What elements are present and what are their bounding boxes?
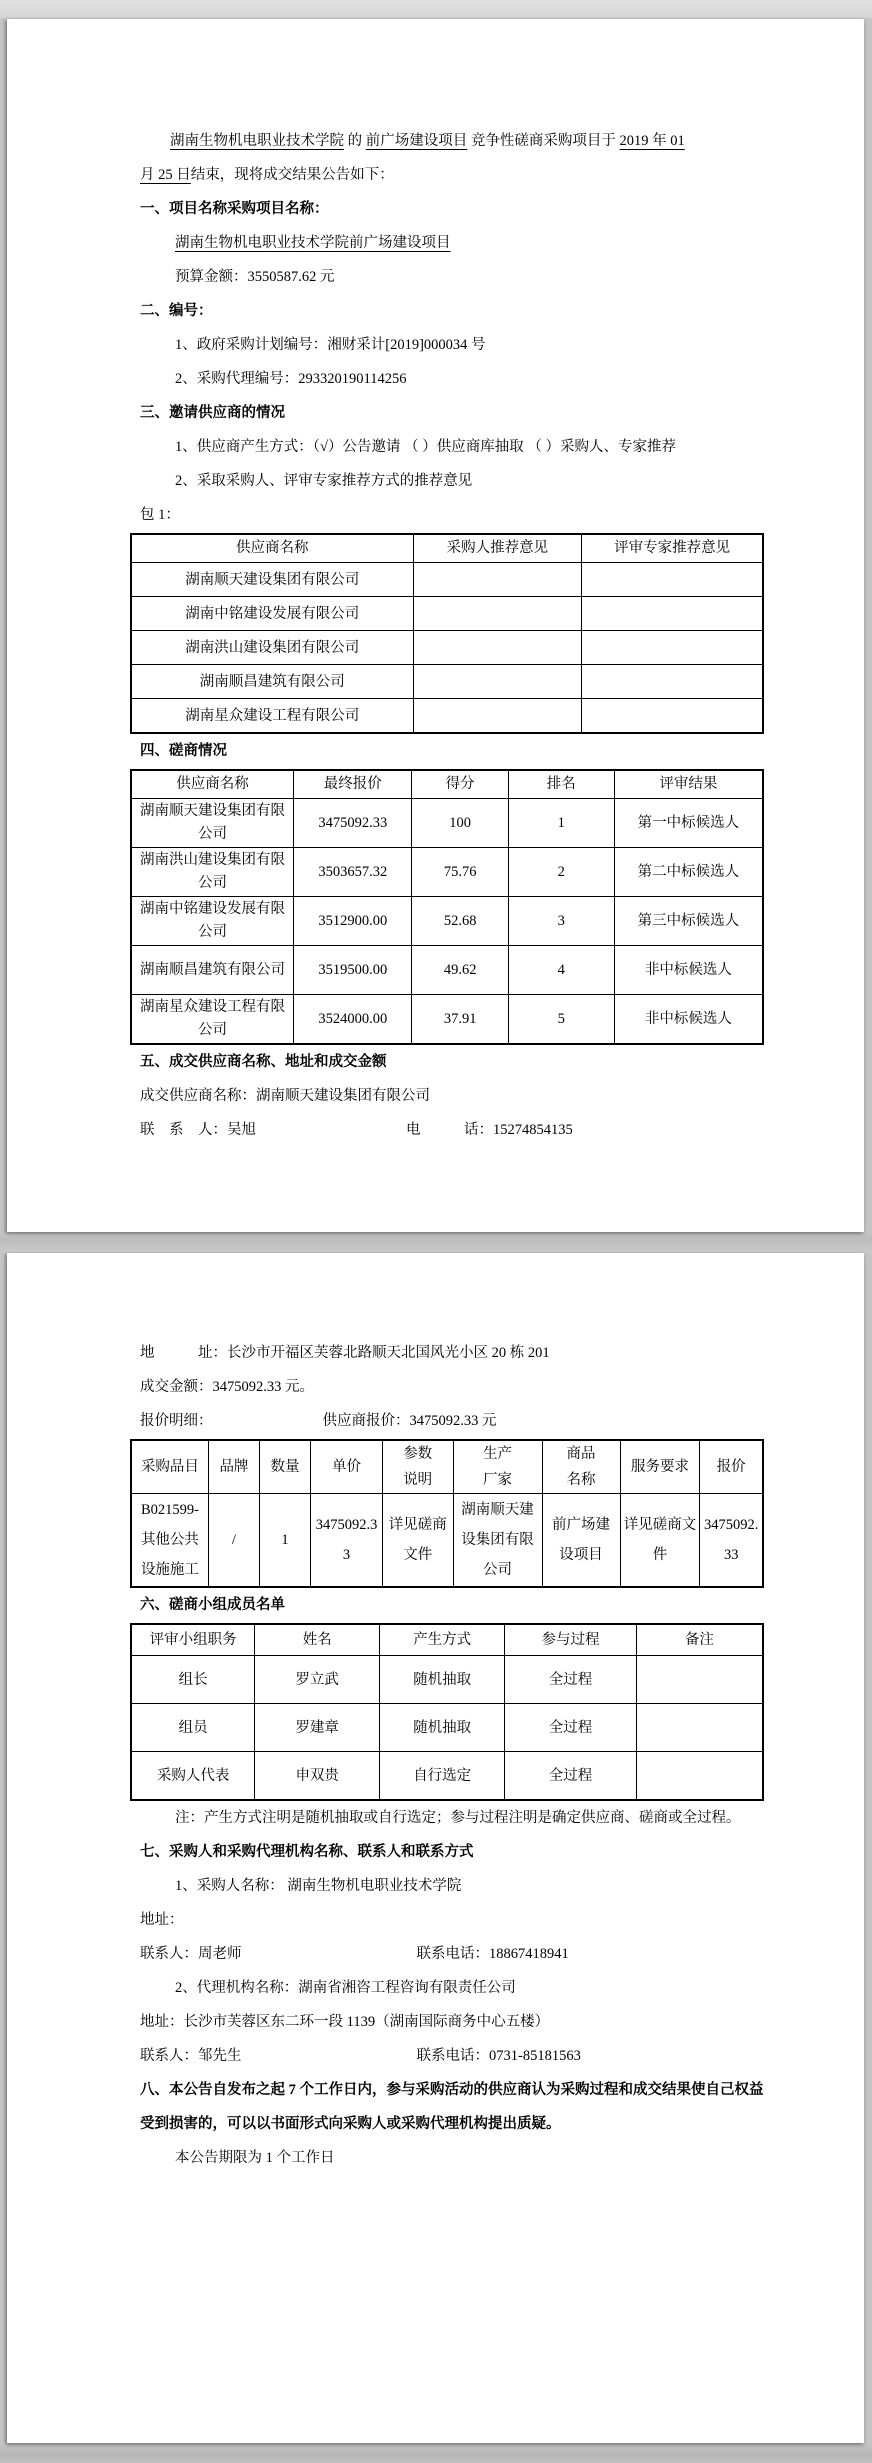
agency-number-line: 2、采购代理编号：293320190114256 <box>175 371 407 387</box>
agent-contact-line <box>140 2039 764 2073</box>
table-cell: 采购人代表 <box>131 1752 255 1801</box>
agent-contact-person: 联系人：邹先生 <box>140 2048 242 2064</box>
table-cell: 3475092.33 <box>294 799 412 848</box>
winner-contact-line <box>140 1113 764 1147</box>
table-cell: 组长 <box>131 1656 255 1704</box>
intro-middle-text: 竞争性磋商采购项目于 <box>467 133 620 149</box>
budget-line: 预算金额：3550587.62 元 <box>175 269 335 285</box>
table-cell: 4 <box>508 946 614 995</box>
section-7-heading: 七、采购人和采购代理机构名称、联系人和联系方式 <box>140 1844 474 1860</box>
table-cell: 组员 <box>131 1704 255 1752</box>
column-header: 姓名 <box>255 1624 380 1656</box>
table-cell: 湖南顺天建设集团有限公司 <box>131 799 294 848</box>
intro-date-part2: 月 25 日 <box>140 167 191 183</box>
table-cell <box>636 1656 763 1704</box>
table-cell: 湖南顺天建设集团有限公司 <box>453 1494 542 1588</box>
invited-suppliers-table <box>130 533 764 734</box>
column-header: 采购品目 <box>131 1440 208 1494</box>
column-header: 产生方式 <box>380 1624 505 1656</box>
table-cell: / <box>208 1494 259 1588</box>
table-cell <box>582 631 763 665</box>
negotiation-results-table <box>130 769 764 1045</box>
table-row <box>131 799 763 848</box>
table-cell: 湖南顺昌建筑有限公司 <box>131 665 413 699</box>
column-header-text: 生产厂家 <box>483 1446 512 1488</box>
buyer-contact-person: 联系人：周老师 <box>140 1946 242 1962</box>
table-cell: 详见磋商文件 <box>620 1494 700 1588</box>
table-row <box>131 1656 763 1704</box>
column-header-text: 商品名称 <box>566 1446 596 1488</box>
table-cell: 随机抽取 <box>380 1656 505 1704</box>
intro-paragraph <box>140 124 764 192</box>
table-cell: 罗建章 <box>255 1704 380 1752</box>
table-cell: 自行选定 <box>380 1752 505 1801</box>
section-8-paragraph: 八、本公告自发布之起 7 个工作日内，参与采购活动的供应商认为采购过程和成交结果使自己权益受到损害的，可以以书面形式向采购人或采购代理机构提出质疑。 <box>140 2082 764 2132</box>
section-5-heading: 五、成交供应商名称、地址和成交金额 <box>140 1054 387 1070</box>
table-cell: 湖南星众建设工程有限公司 <box>131 995 294 1045</box>
column-header: 报价 <box>700 1440 763 1494</box>
intro-tail-text: 结束，现将成交结果公告如下： <box>190 167 394 183</box>
winner-name-line: 成交供应商名称：湖南顺天建设集团有限公司 <box>140 1088 430 1104</box>
table-cell: 罗立武 <box>255 1656 380 1704</box>
table-cell: 全过程 <box>505 1656 637 1704</box>
panel-note-line: 注：产生方式注明是随机抽取或自行选定；参与过程注明是确定供应商、磋商或全过程。 <box>175 1810 741 1826</box>
column-header: 数量 <box>260 1440 311 1494</box>
table-cell: 前广场建设项目 <box>542 1494 620 1588</box>
table-cell: 100 <box>412 799 508 848</box>
table-cell <box>582 563 763 597</box>
table-cell: 3512900.00 <box>294 897 412 946</box>
column-header: 服务要求 <box>620 1440 700 1494</box>
table-row <box>131 699 763 734</box>
table-header-row <box>131 1440 763 1494</box>
announcement-period-line: 本公告期限为 1 个工作日 <box>175 2150 335 2166</box>
table-cell: 随机抽取 <box>380 1704 505 1752</box>
table-cell: 52.68 <box>412 897 508 946</box>
column-header <box>542 1440 620 1494</box>
table-cell: 全过程 <box>505 1752 637 1801</box>
table-cell: 湖南中铭建设发展有限公司 <box>131 597 413 631</box>
table-cell: 湖南洪山建设集团有限公司 <box>131 848 294 897</box>
buyer-contact-line <box>140 1937 764 1971</box>
table-cell <box>413 597 582 631</box>
table-row <box>131 1752 763 1801</box>
table-cell: 75.76 <box>412 848 508 897</box>
table-cell: 非中标候选人 <box>614 995 763 1045</box>
section-1-heading: 一、项目名称采购项目名称： <box>140 201 329 217</box>
section-2-heading: 二、编号： <box>140 303 213 319</box>
column-header: 评审结果 <box>614 770 763 799</box>
table-cell: 湖南顺天建设集团有限公司 <box>131 563 413 597</box>
table-header-row <box>131 534 763 563</box>
table-cell <box>413 665 582 699</box>
table-cell: B021599-其他公共设施施工 <box>131 1494 208 1588</box>
table-row <box>131 946 763 995</box>
table-header-row <box>131 1624 763 1656</box>
table-cell: 3503657.32 <box>294 848 412 897</box>
package-label: 包 1： <box>140 507 180 523</box>
project-name-line: 湖南生物机电职业技术学院前广场建设项目 <box>175 235 451 251</box>
column-header: 得分 <box>412 770 508 799</box>
table-row <box>131 631 763 665</box>
table-cell <box>413 563 582 597</box>
section-3-heading: 三、邀请供应商的情况 <box>140 405 285 421</box>
plan-number-line: 1、政府采购计划编号：湘财采计[2019]000034 号 <box>175 337 486 353</box>
winner-contact-person: 联 系 人：吴旭 <box>140 1122 256 1138</box>
column-header: 评审小组职务 <box>131 1624 255 1656</box>
table-cell: 湖南星众建设工程有限公司 <box>131 699 413 734</box>
table-cell <box>413 699 582 734</box>
quote-detail-label: 报价明细： <box>140 1413 213 1429</box>
table-cell: 全过程 <box>505 1704 637 1752</box>
column-header: 参与过程 <box>505 1624 637 1656</box>
intro-date-part1: 2019 年 01 <box>619 133 685 149</box>
column-header-text: 参数说明 <box>403 1446 433 1488</box>
table-cell: 2 <box>508 848 614 897</box>
quote-detail-table <box>130 1439 764 1588</box>
supplier-quote-value: 供应商报价：3475092.33 元 <box>322 1413 497 1429</box>
table-cell: 37.91 <box>412 995 508 1045</box>
buyer-name-line: 1、采购人名称： 湖南生物机电职业技术学院 <box>175 1878 462 1894</box>
table-row <box>131 563 763 597</box>
table-cell: 49.62 <box>412 946 508 995</box>
column-header <box>382 1440 453 1494</box>
page-2-content <box>130 1253 764 2175</box>
page-2 <box>7 1253 864 2443</box>
table-row <box>131 665 763 699</box>
table-cell: 1 <box>260 1494 311 1588</box>
table-row <box>131 897 763 946</box>
column-header: 备注 <box>636 1624 763 1656</box>
winner-address-line: 地 址：长沙市开福区芙蓉北路顺天北国风光小区 20 栋 201 <box>140 1345 550 1361</box>
table-row <box>131 848 763 897</box>
column-header <box>453 1440 542 1494</box>
agent-name-line: 2、代理机构名称：湖南省湘咨工程咨询有限责任公司 <box>175 1980 516 1996</box>
table-cell: 1 <box>508 799 614 848</box>
column-header: 采购人推荐意见 <box>413 534 582 563</box>
table-cell: 湖南洪山建设集团有限公司 <box>131 631 413 665</box>
panel-members-table <box>130 1623 764 1801</box>
table-header-row <box>131 770 763 799</box>
column-header: 排名 <box>508 770 614 799</box>
table-cell: 3519500.00 <box>294 946 412 995</box>
table-cell: 申双贵 <box>255 1752 380 1801</box>
table-row <box>131 1704 763 1752</box>
table-cell: 3475092.33 <box>311 1494 383 1588</box>
table-cell <box>636 1704 763 1752</box>
quote-detail-line <box>140 1404 764 1438</box>
table-cell: 非中标候选人 <box>614 946 763 995</box>
buyer-phone: 联系电话：18867418941 <box>416 1946 569 1962</box>
intro-school-name: 湖南生物机电职业技术学院 <box>170 133 344 149</box>
table-cell <box>413 631 582 665</box>
table-row <box>131 597 763 631</box>
agent-address-line: 地址：长沙市芙蓉区东二环一段 1139（湖南国际商务中心五楼） <box>140 2014 550 2030</box>
table-cell <box>582 665 763 699</box>
column-header: 单价 <box>311 1440 383 1494</box>
column-header: 供应商名称 <box>131 534 413 563</box>
table-cell <box>636 1752 763 1801</box>
table-cell: 第三中标候选人 <box>614 897 763 946</box>
buyer-address-line: 地址： <box>140 1912 184 1928</box>
supplier-method-line: 1、供应商产生方式：（√）公告邀请 （ ）供应商库抽取 （ ）采购人、专家推荐 <box>175 439 676 455</box>
table-cell: 湖南顺昌建筑有限公司 <box>131 946 294 995</box>
page-1-content <box>130 19 764 1147</box>
table-row <box>131 995 763 1045</box>
intro-conjunction: 的 <box>344 133 366 149</box>
column-header: 供应商名称 <box>131 770 294 799</box>
table-cell <box>582 597 763 631</box>
winner-phone: 电 话：15274854135 <box>406 1122 573 1138</box>
table-cell <box>582 699 763 734</box>
table-cell: 3475092.33 <box>700 1494 763 1588</box>
table-row <box>131 1494 763 1588</box>
table-cell: 5 <box>508 995 614 1045</box>
column-header: 评审专家推荐意见 <box>582 534 763 563</box>
column-header: 品牌 <box>208 1440 259 1494</box>
recommendation-line: 2、采取采购人、评审专家推荐方式的推荐意见 <box>175 473 473 489</box>
section-6-heading: 六、磋商小组成员名单 <box>140 1597 285 1613</box>
intro-project-name: 前广场建设项目 <box>365 133 468 149</box>
page-1 <box>7 19 864 1232</box>
section-4-heading: 四、磋商情况 <box>140 743 227 759</box>
agent-phone: 联系电话：0731-85181563 <box>416 2048 581 2064</box>
table-cell: 3524000.00 <box>294 995 412 1045</box>
table-cell: 第二中标候选人 <box>614 848 763 897</box>
table-cell: 3 <box>508 897 614 946</box>
deal-amount-line: 成交金额：3475092.33 元。 <box>140 1379 314 1395</box>
table-cell: 详见磋商文件 <box>382 1494 453 1588</box>
table-cell: 湖南中铭建设发展有限公司 <box>131 897 294 946</box>
column-header: 最终报价 <box>294 770 412 799</box>
table-cell: 第一中标候选人 <box>614 799 763 848</box>
